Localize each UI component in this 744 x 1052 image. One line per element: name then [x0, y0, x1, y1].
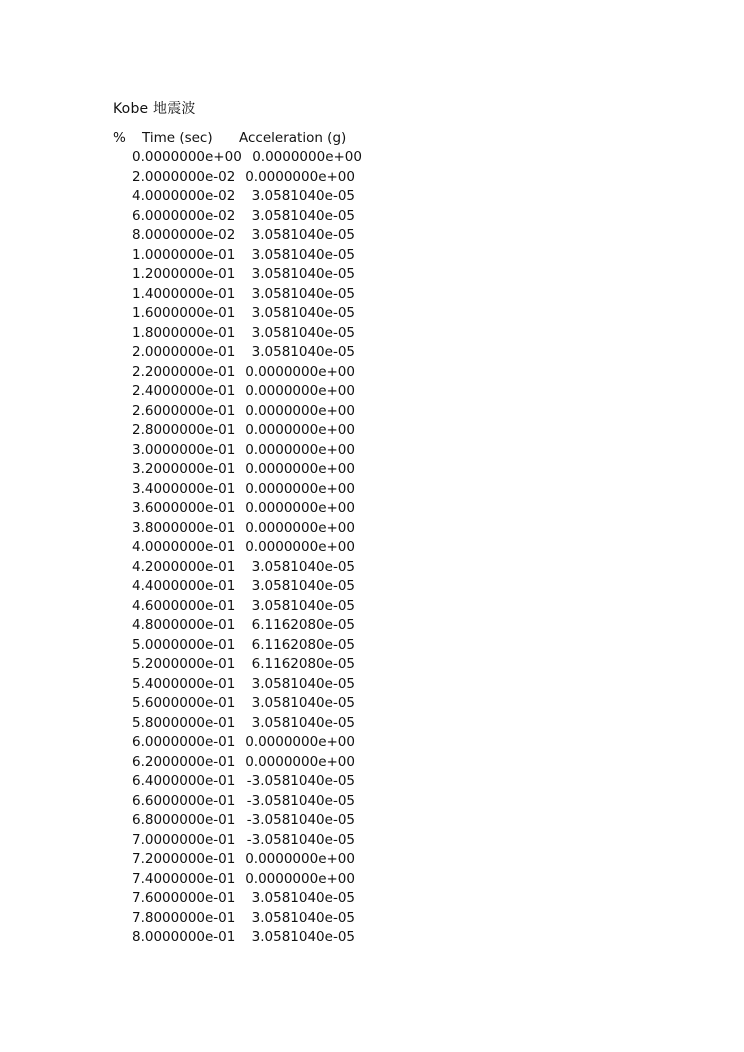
table-row	[132, 538, 392, 558]
acceleration-value: 6.1162080e-05	[251, 617, 355, 633]
table-row	[132, 772, 392, 792]
time-value: 4.2000000e-01	[132, 558, 236, 575]
table-row	[132, 343, 392, 363]
acceleration-value: 6.1162080e-05	[251, 656, 355, 672]
time-value: 2.0000000e-02	[132, 168, 236, 185]
time-value: 1.2000000e-01	[132, 266, 236, 282]
table-row	[132, 226, 392, 246]
table-row	[132, 616, 392, 636]
table-row	[132, 207, 392, 227]
table-row	[132, 753, 392, 773]
acceleration-value: -3.0581040e-05	[246, 773, 355, 789]
data-table	[132, 148, 392, 948]
acceleration-value: -3.0581040e-05	[246, 831, 355, 848]
table-row	[132, 850, 392, 870]
table-row	[132, 694, 392, 714]
time-value: 8.0000000e-01	[132, 929, 236, 945]
acceleration-value: 3.0581040e-05	[251, 578, 355, 594]
table-row	[132, 831, 392, 851]
time-value: 7.4000000e-01	[132, 870, 236, 887]
table-row	[132, 480, 392, 500]
time-value: 8.0000000e-02	[132, 227, 236, 243]
time-value: 1.0000000e-01	[132, 246, 236, 263]
table-row	[132, 636, 392, 656]
time-value: 0.0000000e+00	[132, 149, 242, 165]
acceleration-value: 3.0581040e-05	[251, 324, 355, 341]
time-value: 4.0000000e-01	[132, 539, 236, 555]
acceleration-value: 3.0581040e-05	[251, 890, 355, 906]
acceleration-value: 3.0581040e-05	[251, 207, 355, 224]
table-row	[132, 148, 392, 168]
acceleration-value: 0.0000000e+00	[245, 422, 355, 438]
table-row	[132, 870, 392, 890]
table-row	[132, 324, 392, 344]
table-row	[132, 577, 392, 597]
acceleration-value: 0.0000000e+00	[245, 753, 355, 770]
time-value: 2.4000000e-01	[132, 383, 236, 399]
time-value: 4.6000000e-01	[132, 597, 236, 614]
time-column-header: Time (sec)	[142, 130, 213, 146]
acceleration-value: 3.0581040e-05	[251, 227, 355, 243]
acceleration-value: 0.0000000e+00	[245, 851, 355, 867]
time-value: 5.8000000e-01	[132, 714, 236, 731]
acceleration-value: 0.0000000e+00	[245, 441, 355, 458]
time-value: 5.2000000e-01	[132, 656, 236, 672]
time-value: 3.4000000e-01	[132, 480, 236, 497]
acceleration-value: 3.0581040e-05	[251, 909, 355, 926]
acceleration-value: 0.0000000e+00	[245, 734, 355, 750]
time-value: 3.0000000e-01	[132, 441, 236, 458]
time-value: 7.6000000e-01	[132, 890, 236, 906]
table-row	[132, 792, 392, 812]
table-row	[132, 655, 392, 675]
acceleration-value: 0.0000000e+00	[245, 870, 355, 887]
time-value: 6.2000000e-01	[132, 753, 236, 770]
acceleration-value: 0.0000000e+00	[245, 519, 355, 536]
time-value: 2.2000000e-01	[132, 363, 236, 380]
time-value: 6.4000000e-01	[132, 773, 236, 789]
table-row	[132, 168, 392, 188]
time-value: 5.6000000e-01	[132, 695, 236, 711]
time-value: 4.4000000e-01	[132, 578, 236, 594]
acceleration-value: 3.0581040e-05	[251, 246, 355, 263]
table-row	[132, 928, 392, 948]
table-row	[132, 733, 392, 753]
time-value: 3.6000000e-01	[132, 500, 236, 516]
table-row	[132, 714, 392, 734]
table-row	[132, 304, 392, 324]
acceleration-value: -3.0581040e-05	[246, 812, 355, 828]
time-value: 2.0000000e-01	[132, 344, 236, 360]
table-row	[132, 811, 392, 831]
table-header	[113, 129, 443, 148]
table-row	[132, 460, 392, 480]
time-value: 3.2000000e-01	[132, 461, 236, 477]
acceleration-value: 3.0581040e-05	[251, 558, 355, 575]
acceleration-value: 3.0581040e-05	[251, 285, 355, 302]
time-value: 7.8000000e-01	[132, 909, 236, 926]
acceleration-value: 0.0000000e+00	[245, 500, 355, 516]
acceleration-value: 0.0000000e+00	[245, 539, 355, 555]
acceleration-value: 3.0581040e-05	[251, 675, 355, 692]
document-title: Kobe 地震波	[113, 101, 196, 117]
time-value: 7.0000000e-01	[132, 831, 236, 848]
table-row	[132, 889, 392, 909]
time-value: 7.2000000e-01	[132, 851, 236, 867]
table-row	[132, 246, 392, 266]
comment-marker: %	[113, 130, 126, 146]
time-value: 2.8000000e-01	[132, 422, 236, 438]
table-row	[132, 382, 392, 402]
acceleration-value: 3.0581040e-05	[251, 929, 355, 945]
table-row	[132, 363, 392, 383]
table-row	[132, 499, 392, 519]
table-row	[132, 421, 392, 441]
acceleration-value: 0.0000000e+00	[245, 480, 355, 497]
table-row	[132, 909, 392, 929]
acceleration-value: 3.0581040e-05	[251, 344, 355, 360]
time-value: 1.8000000e-01	[132, 324, 236, 341]
time-value: 5.0000000e-01	[132, 636, 236, 653]
table-row	[132, 265, 392, 285]
acceleration-value: 0.0000000e+00	[252, 149, 362, 165]
table-row	[132, 187, 392, 207]
acceleration-column-header: Acceleration (g)	[239, 130, 347, 146]
acceleration-value: 3.0581040e-05	[251, 695, 355, 711]
acceleration-value: 0.0000000e+00	[245, 402, 355, 419]
time-value: 2.6000000e-01	[132, 402, 236, 419]
table-row	[132, 675, 392, 695]
table-row	[132, 285, 392, 305]
time-value: 5.4000000e-01	[132, 675, 236, 692]
time-value: 1.6000000e-01	[132, 305, 236, 321]
acceleration-value: 0.0000000e+00	[245, 363, 355, 380]
time-value: 3.8000000e-01	[132, 519, 236, 536]
acceleration-value: 0.0000000e+00	[245, 168, 355, 185]
table-row	[132, 519, 392, 539]
time-value: 4.8000000e-01	[132, 617, 236, 633]
acceleration-value: 0.0000000e+00	[245, 383, 355, 399]
table-row	[132, 441, 392, 461]
time-value: 1.4000000e-01	[132, 285, 236, 302]
time-value: 6.0000000e-01	[132, 734, 236, 750]
table-row	[132, 597, 392, 617]
time-value: 4.0000000e-02	[132, 188, 236, 204]
acceleration-value: 3.0581040e-05	[251, 714, 355, 731]
acceleration-value: 3.0581040e-05	[251, 597, 355, 614]
acceleration-value: 3.0581040e-05	[251, 188, 355, 204]
table-row	[132, 558, 392, 578]
acceleration-value: 0.0000000e+00	[245, 461, 355, 477]
time-value: 6.6000000e-01	[132, 792, 236, 809]
acceleration-value: 3.0581040e-05	[251, 305, 355, 321]
acceleration-value: -3.0581040e-05	[246, 792, 355, 809]
table-row	[132, 402, 392, 422]
acceleration-value: 3.0581040e-05	[251, 266, 355, 282]
time-value: 6.0000000e-02	[132, 207, 236, 224]
time-value: 6.8000000e-01	[132, 812, 236, 828]
acceleration-value: 6.1162080e-05	[251, 636, 355, 653]
